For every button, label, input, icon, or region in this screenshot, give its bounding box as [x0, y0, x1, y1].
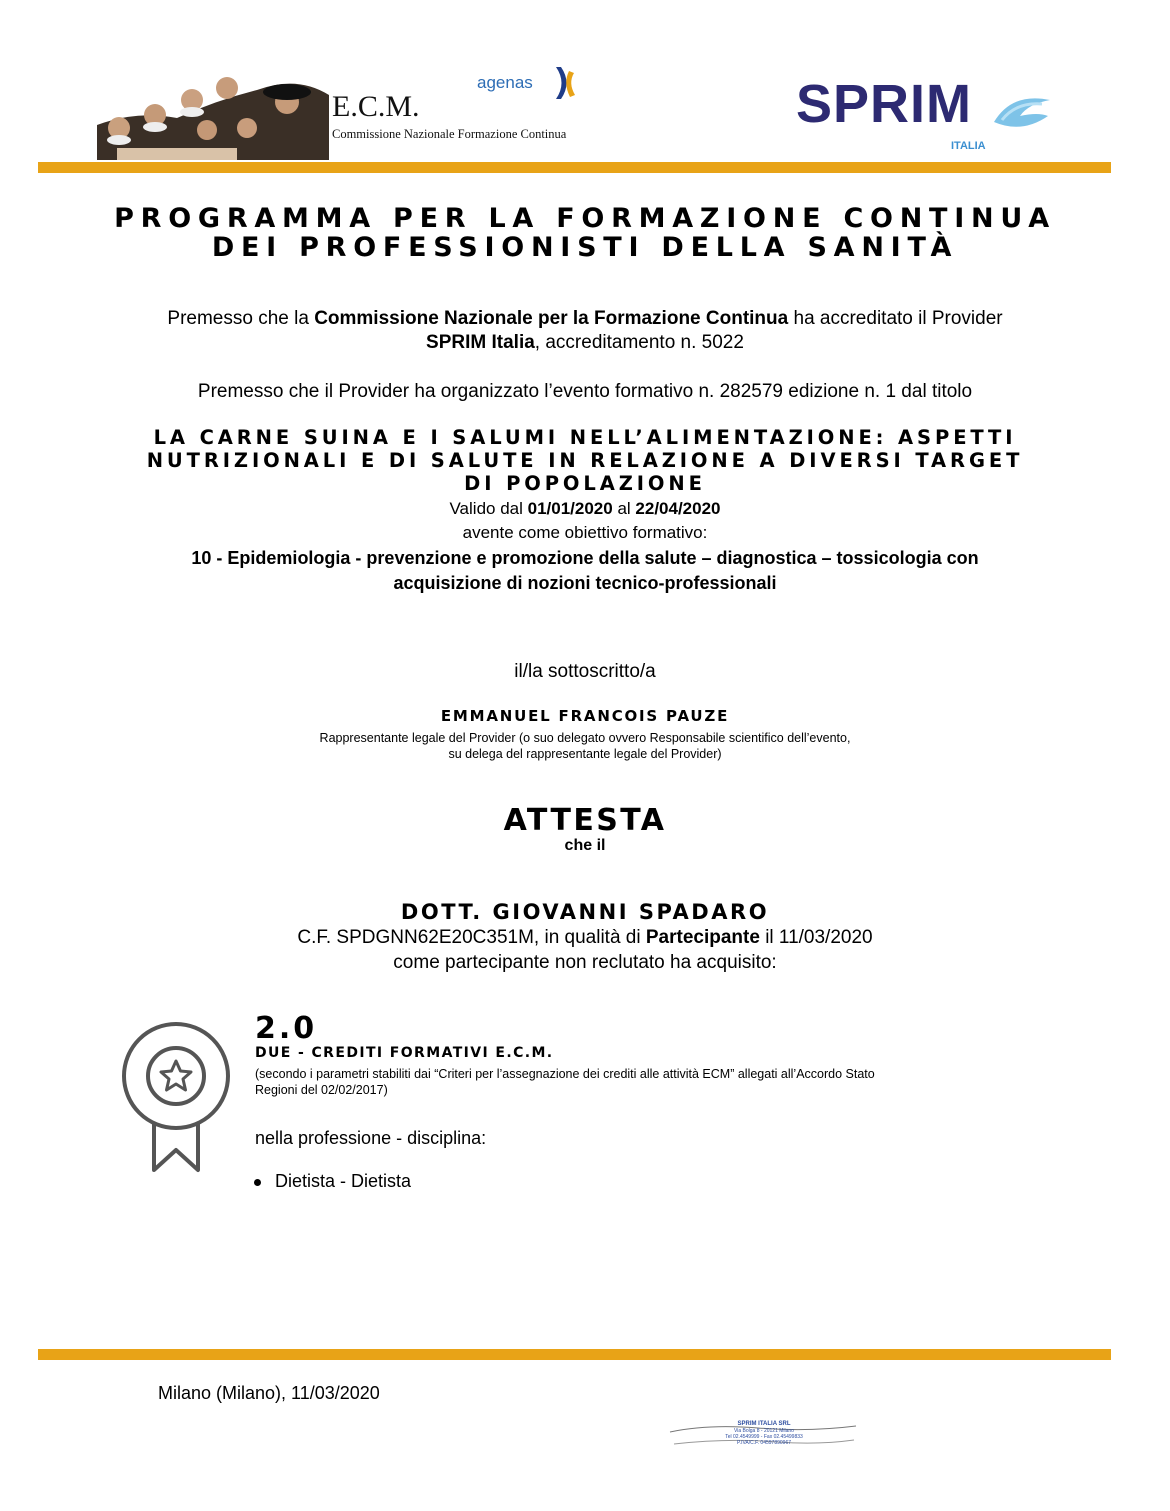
objective-line2: acquisizione di nozioni tecnico-professionali	[393, 573, 777, 593]
profession-list	[254, 1170, 411, 1192]
signatory-role-line1: Rappresentante legale del Provider (o suo delegato ovvero Responsabile scientifico dell’evento,	[319, 731, 851, 745]
objective-intro: avente come obiettivo formativo:	[462, 523, 708, 542]
premise-commission: Premesso che la Commissione Nazionale per la Formazione Continua ha accreditato il Provider	[167, 308, 1003, 329]
credits-value: 2.0	[255, 1011, 318, 1046]
signatory-name: EMMANUEL FRANCOIS PAUZE	[440, 707, 730, 725]
page-title-line1: PROGRAMMA PER LA FORMAZIONE CONTINUA	[114, 203, 1056, 234]
event-title-line1: LA CARNE SUINA E I SALUMI NELL’ALIMENTAZIONE: ASPETTI	[153, 426, 1017, 449]
provider-name: SPRIM Italia	[426, 332, 535, 353]
ecm-logo-title: E.C.M.	[332, 90, 420, 123]
event-validity: Valido dal 01/01/2020 al 22/04/2020	[449, 499, 721, 518]
sprim-logo-sub: ITALIA	[951, 140, 986, 152]
anatomy-lesson-painting-icon	[97, 70, 329, 160]
premise-event: Premesso che il Provider ha organizzato l’evento formativo n. 282579 edizione n. 1 dal titolo	[197, 381, 973, 402]
credits-note-line2: Regioni del 02/02/2017)	[255, 1083, 388, 1097]
participant-line2: come partecipante non reclutato ha acquisito:	[393, 952, 777, 973]
company-stamp	[668, 1418, 860, 1452]
event-title-line2: NUTRIZIONALI E DI SALUTE IN RELAZIONE A DIVERSI TARGET	[146, 449, 1024, 472]
commission-name: Commissione Nazionale per la Formazione Continua	[314, 308, 789, 329]
profession-intro: nella professione - disciplina:	[255, 1128, 487, 1148]
participant-cf: C.F. SPDGNN62E20C351M, in qualità di Partecipante il 11/03/2020	[297, 927, 873, 948]
ecm-logo-subtitle: Commissione Nazionale Formazione Continua	[332, 127, 567, 141]
premise-provider: SPRIM Italia, accreditamento n. 5022	[426, 332, 744, 353]
bottom-divider	[38, 1349, 1111, 1360]
sprim-logo-text: SPRIM	[796, 74, 973, 134]
signatory-intro: il/la sottoscritto/a	[514, 661, 656, 682]
event-title-line3: DI POPOLAZIONE	[464, 472, 706, 495]
attest-word: ATTESTA	[503, 803, 667, 838]
stamp-line3: Tel 02.4549999 - Fax 02.45499833	[725, 1434, 803, 1440]
credits-note-line1: (secondo i parametri stabiliti dai “Criteri per l’assegnazione dei crediti alle attività ECM” allegati all’Accordo Stato	[255, 1067, 875, 1081]
bullet-icon	[254, 1179, 261, 1186]
credits-label: DUE - CREDITI FORMATIVI E.C.M.	[255, 1045, 554, 1061]
sprim-logo	[796, 74, 1056, 156]
list-item: Dietista - Dietista	[254, 1170, 411, 1192]
agenas-logo-text: agenas	[477, 73, 533, 92]
agenas-mark-icon	[553, 67, 577, 99]
signatory-role-line2: su delega del rappresentante legale del Provider)	[448, 747, 722, 761]
top-divider	[38, 162, 1111, 173]
stamp-line4: P.IVA/C.F. 04597890967	[736, 1440, 792, 1446]
stamp-line1: SPRIM ITALIA SRL	[737, 1421, 791, 1427]
page-title-line2: DEI PROFESSIONISTI DELLA SANITÀ	[211, 232, 959, 263]
award-medal-icon	[118, 1018, 238, 1178]
participant-role: Partecipante	[645, 927, 760, 948]
place-date: Milano (Milano), 11/03/2020	[158, 1383, 380, 1403]
sprim-wing-icon	[992, 82, 1052, 132]
participant-name: DOTT. GIOVANNI SPADARO	[400, 900, 770, 924]
agenas-logo	[477, 67, 587, 101]
stamp-line2: Via Bolga 8 - 20121 Milano	[734, 1428, 794, 1434]
objective-line1: 10 - Epidemiologia - prevenzione e promozione della salute – diagnostica – tossicologia con	[191, 548, 979, 568]
attest-sub: che il	[564, 837, 606, 854]
ecm-painting-logo	[97, 70, 329, 160]
